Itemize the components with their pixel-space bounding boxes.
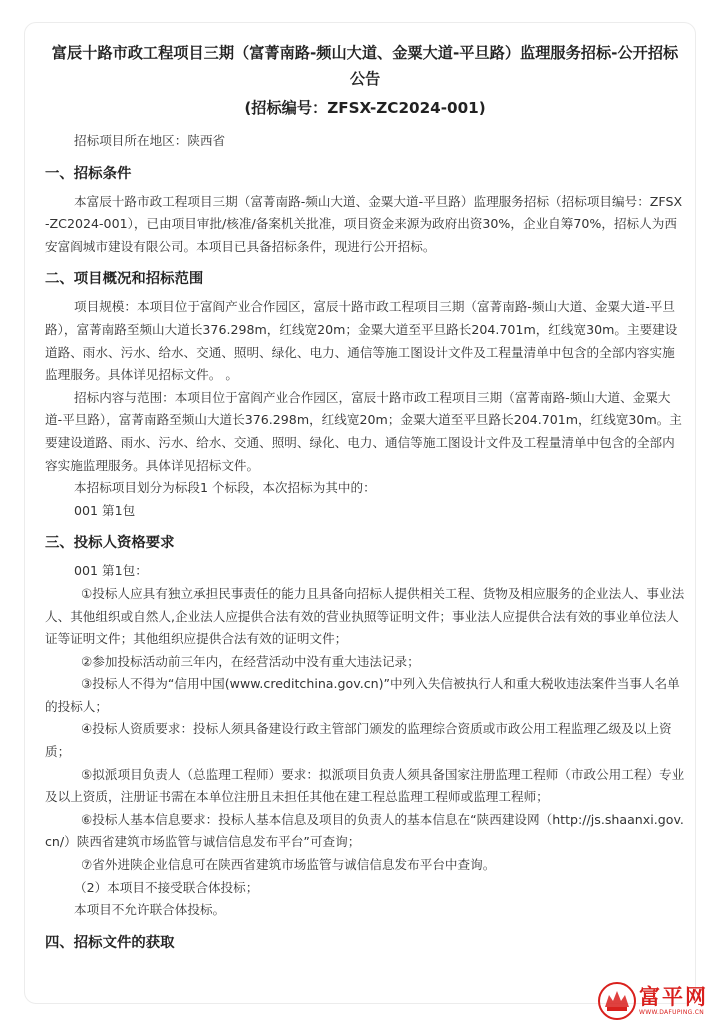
paragraph: 招标内容与范围：本项目位于富阎产业合作园区，富辰十路市政工程项目三期（富菁南路-频山大道、金粟大道-平旦路），富菁南路至频山大道长376.298m，红线宽20m；金粟大道至平旦路长204.701m，红线宽30m。主要建设道路、雨水、污水、给水、交通、照明、绿化、电力、通信等施工图设计文件及工程量清单中包含的全部内容实施监理服务。具体详见招标文件。 — [45, 389, 682, 473]
paragraph: （2）本项目不接受联合体投标； — [74, 879, 259, 895]
section-heading: 三、投标人资格要求 — [45, 535, 175, 552]
paragraph: 本项目不允许联合体投标。 — [74, 902, 226, 918]
paragraph: ④投标人资质要求：投标人须具备建设行政主管部门颁发的监理综合资质或市政公用工程监理乙级及以上资质； — [45, 721, 672, 760]
bid-number: (招标编号：ZFSX-ZC2024-001) — [244, 99, 486, 117]
paragraph: ⑤拟派项目负责人（总监理工程师）要求：拟派项目负责人须具备国家注册监理工程师（市政公用工程）专业及以上资质，注册证书需在本单位注册且未担任其他在建工程总监理工程师或监理工程师； — [45, 766, 685, 805]
section-heading: 四、招标文件的获取 — [45, 934, 175, 951]
paragraph: 001 第1包 — [74, 502, 136, 518]
paragraph: ②参加投标活动前三年内，在经营活动中没有重大违法记录； — [81, 653, 420, 669]
site-watermark — [597, 979, 719, 1023]
paragraph: 本富辰十路市政工程项目三期（富菁南路-频山大道、金粟大道-平旦路）监理服务招标（招标项目编号：ZFSX-ZC2024-001），已由项目审批/核准/备案机关批准，项目资金来源为政府出资30%，企业自筹70%，招标人为西安富阎城市建设有限公司。本项目已具备招标条件，现进行公开招标。 — [45, 193, 683, 254]
paragraph: ⑦省外进陕企业信息可在陕西省建筑市场监管与诚信信息发布平台中查询。 — [81, 857, 496, 873]
paragraph: 001 第1包： — [74, 563, 148, 579]
paragraph: 项目规模：本项目位于富阎产业合作园区，富辰十路市政工程项目三期（富菁南路-频山大道、金粟大道-平旦路），富菁南路至频山大道长376.298m，红线宽20m；金粟大道至平旦路长204.701m，红线宽30m。主要建设道路、雨水、污水、给水、交通、照明、绿化、电力、通信等施工图设计文件及工程量清单中包含的全部内容实施监理服务。具体详见招标文件。 。 — [45, 299, 678, 383]
watermark-url: WWW.DAFUPING.CN — [639, 1009, 705, 1016]
document-content — [45, 40, 685, 960]
paragraph: ⑥投标人基本信息要求：投标人基本信息及项目的负责人的基本信息在“陕西建设网（http://js.shaanxi.gov.cn/）陕西省建筑市场监管与诚信信息发布平台”可查询； — [45, 811, 684, 850]
paragraph: 本招标项目划分为标段1 个标段，本次招标为其中的： — [74, 480, 376, 496]
region-line: 招标项目所在地区：陕西省 — [74, 133, 226, 148]
paragraph: ③投标人不得为“信用中国(www.creditchina.gov.cn)”中列入失信被执行人和重大税收违法案件当事人名单的投标人； — [45, 676, 680, 714]
section-heading: 二、项目概况和招标范围 — [45, 271, 204, 288]
document-title: 富辰十路市政工程项目三期（富菁南路-频山大道、金粟大道-平旦路）监理服务招标-公开招标公告 — [51, 44, 679, 88]
paragraph: ①投标人应具有独立承担民事责任的能力且具备向招标人提供相关工程、货物及相应服务的企业法人、事业法人、其他组织或自然人,企业法人应提供合法有效的营业执照等证明文件；事业法人应提供合法有效的事业单位法人证等证明文件；其他组织应提供合法有效的证明文件； — [45, 585, 685, 647]
watermark-logo-icon — [597, 981, 637, 1021]
section-heading: 一、招标条件 — [45, 165, 132, 182]
watermark-name: 富平网 — [639, 985, 708, 1009]
